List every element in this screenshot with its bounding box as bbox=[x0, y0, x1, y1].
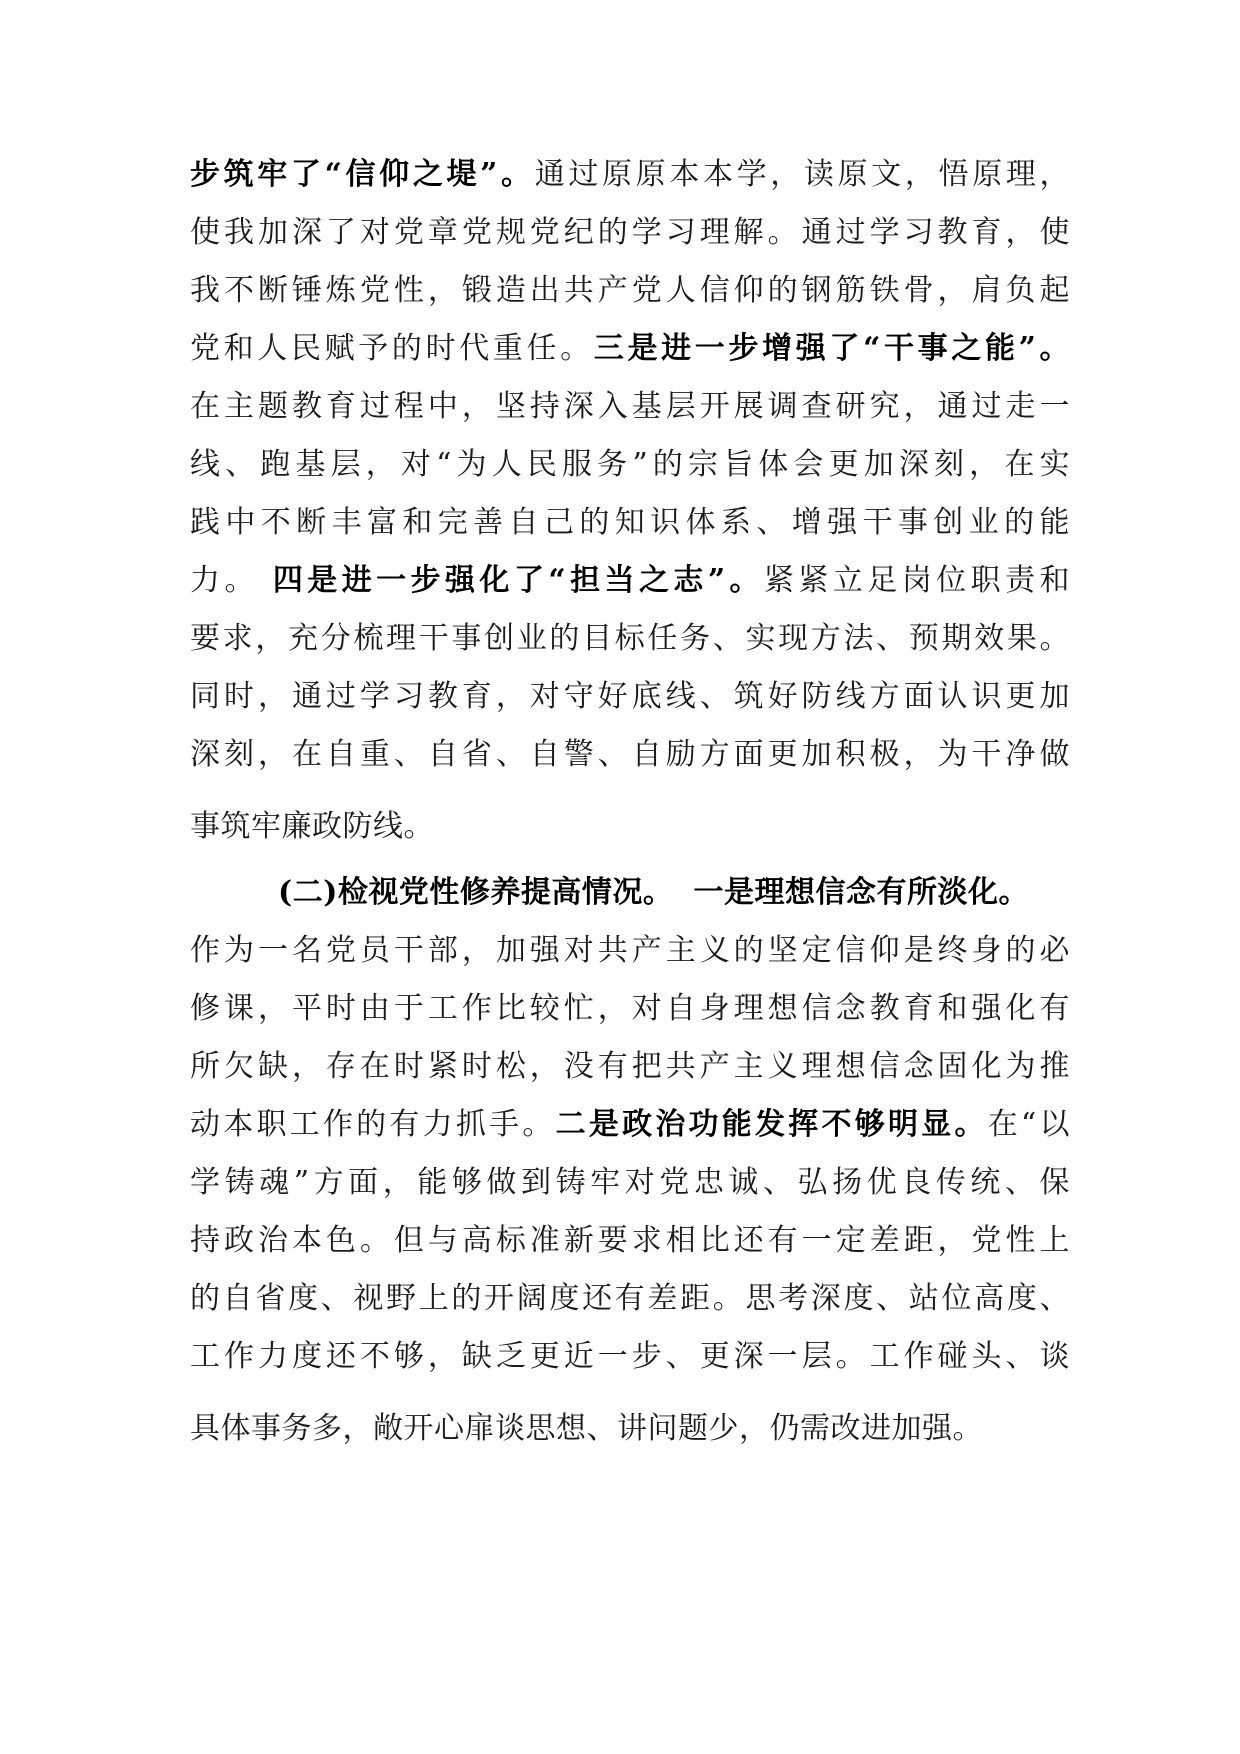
text-segment: 事筑牢廉政防线。 bbox=[190, 809, 434, 844]
text-segment bbox=[673, 875, 693, 910]
text-segment: 持政治本色。但与高标准新要求相比还有一定差距，党性上 bbox=[190, 1223, 1070, 1258]
text-segment: 通过原原本本学，读原文，悟原理， bbox=[534, 157, 1071, 192]
text-segment: 具体事务多，敞开心扉谈思想、讲问题少，仍需改进加强。 bbox=[190, 1411, 983, 1446]
text-segment: 线、跑基层，对“为人民服务”的宗旨体会更加深刻，在实 bbox=[190, 447, 1070, 482]
text-line bbox=[190, 436, 1070, 494]
text-line bbox=[190, 798, 1070, 856]
text-segment: 践中不断丰富和完善自己的知识体系、增强干事创业的能 bbox=[190, 505, 1070, 540]
text-line bbox=[190, 1154, 1070, 1212]
text-segment: 的自省度、视野上的开阔度还有差距。思考深度、站位高度、 bbox=[190, 1281, 1070, 1316]
text-segment: 动本职工作的有力抓手。 bbox=[190, 1107, 556, 1142]
bold-phrase: 三是进一步增强了“干事之能”。 bbox=[593, 331, 1071, 366]
text-line bbox=[190, 1328, 1070, 1386]
text-line bbox=[190, 1212, 1070, 1270]
text-line bbox=[190, 922, 1070, 980]
bold-phrase: 一是理想信念有所淡化。 bbox=[693, 875, 1029, 910]
bold-phrase: 四是进一步强化了“担当之志”。 bbox=[272, 563, 764, 598]
text-segment: 学铸魂”方面，能够做到铸牢对党忠诚、弘扬优良传统、保 bbox=[190, 1165, 1070, 1200]
text-segment: 在主题教育过程中，坚持深入基层开展调查研究，通过走一 bbox=[190, 389, 1070, 424]
text-segment: 同时，通过学习教育，对守好底线、筑好防线方面认识更加 bbox=[190, 679, 1070, 714]
text-line bbox=[190, 320, 1070, 378]
text-line bbox=[190, 610, 1070, 668]
text-line bbox=[190, 980, 1070, 1038]
text-line bbox=[190, 378, 1070, 436]
text-segment: 要求，充分梳理干事创业的目标任务、实现方法、预期效果。 bbox=[190, 621, 1070, 656]
text-segment: 我不断锤炼党性，锻造出共产党人信仰的钢筋铁骨，肩负起 bbox=[190, 273, 1070, 308]
text-segment: 力。 bbox=[190, 563, 273, 598]
text-line bbox=[190, 726, 1070, 784]
text-line bbox=[190, 146, 1070, 204]
text-segment: 使我加深了对党章党规党纪的学习理解。通过学习教育，使 bbox=[190, 215, 1070, 250]
text-line bbox=[190, 262, 1070, 320]
text-segment: 所欠缺，存在时紧时松，没有把共产主义理想信念固化为推 bbox=[190, 1049, 1070, 1084]
text-line bbox=[190, 204, 1070, 262]
section-heading-line bbox=[190, 864, 1070, 922]
text-line bbox=[190, 1096, 1070, 1154]
text-line bbox=[190, 668, 1070, 726]
document-body bbox=[190, 146, 1070, 1458]
text-segment: 修课，平时由于工作比较忙，对自身理想信念教育和强化有 bbox=[190, 991, 1070, 1026]
text-segment: 作为一名党员干部，加强对共产主义的坚定信仰是终身的必 bbox=[190, 933, 1070, 968]
text-segment: 紧紧立足岗位职责和 bbox=[763, 563, 1071, 598]
text-line bbox=[190, 552, 1070, 610]
text-segment: 在“以 bbox=[987, 1107, 1070, 1142]
bold-phrase: 步筑牢了“信仰之堤”。 bbox=[190, 157, 535, 192]
text-segment: 工作力度还不够，缺乏更近一步、更深一层。工作碰头、谈 bbox=[190, 1339, 1070, 1374]
text-line bbox=[190, 494, 1070, 552]
text-line bbox=[190, 1270, 1070, 1328]
text-segment: 党和人民赋予的时代重任。 bbox=[190, 331, 594, 366]
bold-phrase: 二是政治功能发挥不够明显。 bbox=[555, 1107, 988, 1142]
text-segment: 深刻，在自重、自省、自警、自励方面更加积极，为干净做 bbox=[190, 737, 1070, 772]
text-line bbox=[190, 1400, 1070, 1458]
section-heading: (二)检视党性修养提高情况。 bbox=[278, 875, 674, 910]
text-line bbox=[190, 1038, 1070, 1096]
